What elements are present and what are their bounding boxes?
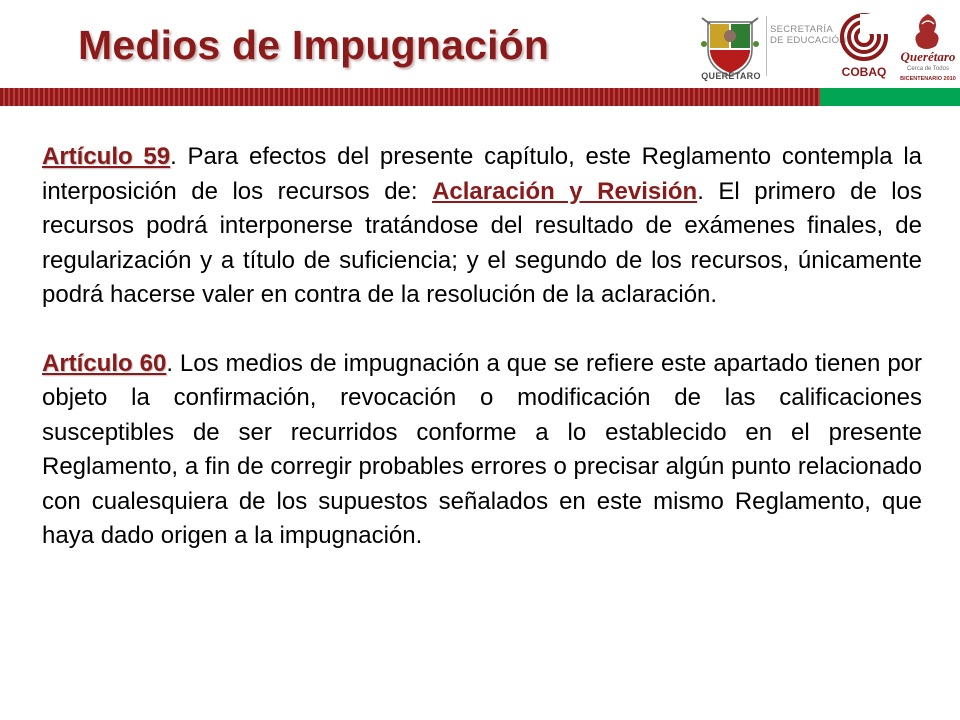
logo-divider bbox=[766, 16, 767, 76]
state-label: QUERÉTARO bbox=[701, 71, 761, 81]
article-59-text-2: . El primero de los recursos podrá interponerse tratándose del resultado de exámenes finales, de regularización y a título de suficiencia; y el segundo de los recursos, únicamente podrá hacerse valer en contra de la resolución de la aclaración. bbox=[42, 177, 922, 308]
secretaria-line-1: SECRETARÍA bbox=[770, 24, 834, 35]
header-band-red bbox=[0, 88, 820, 106]
article-60-text: . Los medios de impugnación a que se refiere este apartado tienen por objeto la confirmación, revocación o modificación de las calificaciones susceptibles de ser recurridos conforme a lo establecido en el presente Reglamento, a fin de corregir probables errores o precisar algún punto relacionado con cualesquiera de los supuestos señalados en este mismo Reglamento, que haya dado origen a la impugnación. bbox=[42, 349, 923, 549]
cobaq-logo-icon bbox=[838, 12, 890, 80]
header-divider-band bbox=[0, 88, 960, 106]
queretaro-brand-icon bbox=[896, 10, 960, 84]
article-59-label: Artículo 59 bbox=[42, 143, 171, 170]
article-59 bbox=[42, 140, 922, 313]
secretaria-label bbox=[770, 24, 846, 46]
queretaro-brand-label: Querétaro bbox=[900, 49, 956, 64]
queretaro-tagline: Cerca de Todos bbox=[907, 66, 949, 72]
header-band-green bbox=[820, 88, 960, 106]
slide-body bbox=[42, 140, 922, 554]
article-59-text-1: . Para efectos del presente capítulo, este Reglamento contempla la interposición de los recursos de: bbox=[42, 143, 923, 205]
slide-title: Medios de Impugnación bbox=[78, 22, 550, 68]
article-60 bbox=[42, 347, 922, 554]
article-60-label: Artículo 60 bbox=[42, 349, 167, 377]
bicentenario-label: BICENTENARIO 2010 bbox=[900, 76, 956, 82]
article-59-recursos: Aclaración y Revisión bbox=[432, 177, 698, 205]
cobaq-label: COBAQ bbox=[841, 65, 887, 79]
secretaria-line-2: DE EDUCACIÓN bbox=[770, 35, 847, 46]
header-logos bbox=[692, 8, 960, 84]
